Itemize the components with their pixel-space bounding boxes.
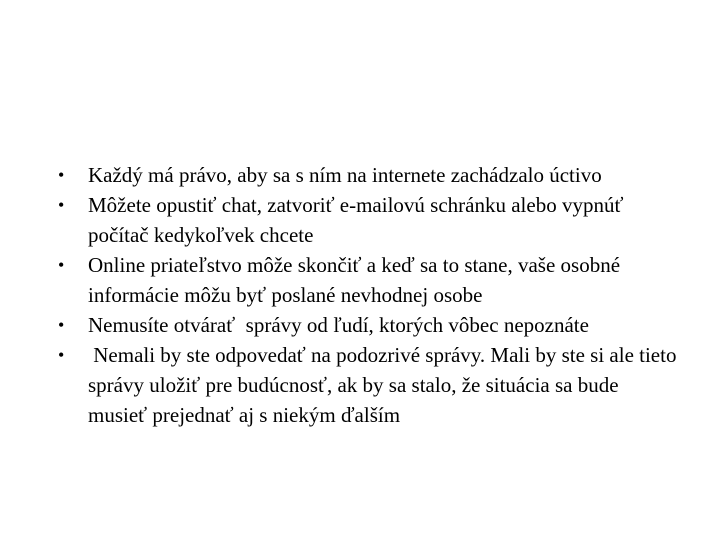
bullet-item-2 (58, 190, 678, 250)
bullet-item-1 (58, 160, 678, 190)
bullet-icon: • (58, 195, 65, 215)
bullet-text: Nemusíte otvárať správy od ľudí, ktorých vôbec nepoznáte (88, 313, 589, 337)
bullet-item-5 (58, 340, 682, 430)
bullet-text: Nemali by ste odpovedať na podozrivé správy. Mali by ste si ale tieto správy uložiť pre budúcnosť, ak by sa stalo, že situácia sa bude musieť prejednať aj s niekým ďalším (88, 343, 682, 427)
bullet-icon: • (58, 315, 65, 335)
bullet-icon: • (58, 255, 65, 275)
bullet-icon: • (58, 165, 65, 185)
bullet-item-3 (58, 250, 678, 310)
bullet-text: Môžete opustiť chat, zatvoriť e-mailovú schránku alebo vypnúť počítač kedykoľvek chcete (88, 193, 629, 247)
bullet-icon: • (58, 345, 65, 365)
bullet-list (58, 160, 682, 430)
bullet-text: Online priateľstvo môže skončiť a keď sa to stane, vaše osobné informácie môžu byť poslané nevhodnej osobe (88, 253, 626, 307)
bullet-text: Každý má právo, aby sa s ním na internete zachádzalo úctivo (88, 163, 602, 187)
bullet-item-4 (58, 310, 678, 340)
